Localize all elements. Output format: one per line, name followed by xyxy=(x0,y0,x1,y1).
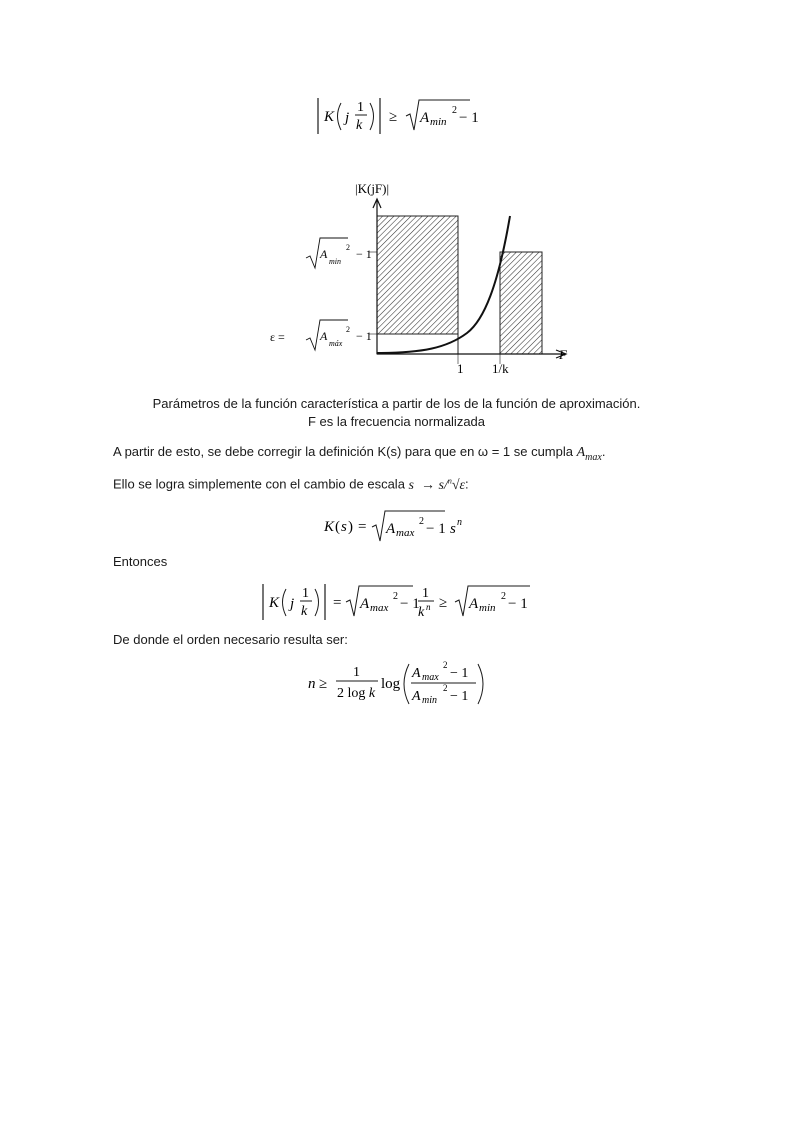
equation-1 xyxy=(315,94,485,138)
svg-text:k: k xyxy=(356,118,363,133)
svg-text:máx: máx xyxy=(329,339,343,348)
svg-text:min: min xyxy=(422,695,437,706)
svg-text:2: 2 xyxy=(346,243,350,252)
paragraph-2-math: s → s/$^n$√ε xyxy=(408,476,466,493)
svg-text:2: 2 xyxy=(419,516,424,527)
svg-text:n: n xyxy=(457,517,462,528)
svg-text:− 1: − 1 xyxy=(356,329,372,343)
svg-text:k: k xyxy=(301,604,308,619)
y-axis-label: |K(jF)| xyxy=(355,181,390,196)
svg-text:K: K xyxy=(324,109,335,125)
equation-3 xyxy=(260,580,540,624)
svg-text:A: A xyxy=(360,596,370,612)
svg-text:max: max xyxy=(396,527,415,539)
svg-text:A: A xyxy=(412,666,421,681)
svg-text:A: A xyxy=(469,596,479,612)
svg-text:A: A xyxy=(420,110,430,126)
paragraph-2: Ello se logra simplemente con el cambio de escala s → s/$^n$√ε: xyxy=(113,476,469,493)
svg-text:=: = xyxy=(333,595,342,611)
svg-text:j: j xyxy=(345,110,350,126)
y-tick-epsilon xyxy=(270,320,372,350)
paragraph-1: A partir de esto, se debe corregir la definición K(s) para que en ω = 1 se cumpla $A_{max}$. xyxy=(113,444,606,463)
svg-text:≥: ≥ xyxy=(319,676,328,692)
svg-text:K: K xyxy=(269,595,280,611)
svg-text:− 1: − 1 xyxy=(508,596,528,612)
svg-text:1: 1 xyxy=(302,586,309,601)
svg-text:≥: ≥ xyxy=(439,595,448,611)
svg-text:2: 2 xyxy=(346,325,350,334)
svg-text:ε =: ε = xyxy=(270,330,285,344)
svg-text:n: n xyxy=(426,602,431,612)
stopband-region xyxy=(500,252,542,354)
svg-text:A: A xyxy=(386,521,396,537)
svg-text:(: ( xyxy=(335,519,340,535)
passband-upper-region xyxy=(377,216,458,334)
y-tick-min xyxy=(306,238,372,268)
svg-text:2: 2 xyxy=(452,105,457,116)
svg-text:s: s xyxy=(450,521,456,537)
svg-text:− 1: − 1 xyxy=(450,666,469,681)
svg-text:− 1: − 1 xyxy=(356,247,372,261)
svg-text:max: max xyxy=(422,672,439,683)
x-tick-1: 1 xyxy=(457,361,464,376)
svg-text:− 1: − 1 xyxy=(426,521,446,537)
svg-text:2: 2 xyxy=(501,591,506,602)
svg-text:min: min xyxy=(329,257,341,266)
svg-text:1: 1 xyxy=(353,665,360,680)
svg-text:max: max xyxy=(370,602,389,614)
svg-text:n: n xyxy=(308,676,316,692)
svg-text:j: j xyxy=(290,596,295,612)
svg-text:A: A xyxy=(412,689,421,704)
x-axis-label: F xyxy=(559,347,567,362)
svg-text:− 1: − 1 xyxy=(459,110,479,126)
svg-text:2: 2 xyxy=(393,591,398,602)
paragraph-4: De donde el orden necesario resulta ser: xyxy=(113,632,348,647)
equation-4 xyxy=(306,656,496,708)
svg-text:K: K xyxy=(324,519,335,535)
svg-text:log: log xyxy=(381,676,401,692)
svg-text:): ) xyxy=(348,519,353,535)
svg-text:≥: ≥ xyxy=(389,109,398,125)
paragraph-1-text: A partir de esto, se debe corregir la definición K(s) para que en ω = 1 se cumpla xyxy=(113,444,577,459)
characteristic-function-figure xyxy=(262,178,582,383)
svg-text:min: min xyxy=(430,116,447,128)
paragraph-1-math: $A_{max}$ xyxy=(576,445,602,463)
svg-text:− 1: − 1 xyxy=(450,689,469,704)
svg-text:k: k xyxy=(418,605,425,620)
x-tick-1-over-k: 1/k xyxy=(492,361,509,376)
svg-text:=: = xyxy=(358,519,367,535)
svg-text:A: A xyxy=(320,247,328,261)
svg-text:1: 1 xyxy=(422,586,429,601)
svg-text:2: 2 xyxy=(443,660,448,670)
paragraph-2-text: Ello se logra simplemente con el cambio de escala xyxy=(113,476,409,492)
svg-text:1: 1 xyxy=(357,100,364,115)
svg-text:2 log k: 2 log k xyxy=(337,686,376,701)
svg-text:min: min xyxy=(479,602,496,614)
figure-caption-line-2: F es la frecuencia normalizada xyxy=(307,414,486,429)
svg-text:2: 2 xyxy=(443,683,448,693)
figure-caption-line-1: Parámetros de la función característica a partir de los de la función de aproximación. xyxy=(152,396,641,411)
paragraph-3: Entonces xyxy=(113,554,168,569)
svg-text:s: s xyxy=(341,519,347,535)
equation-2 xyxy=(322,505,472,545)
svg-text:− 1: − 1 xyxy=(400,596,420,612)
svg-text:A: A xyxy=(320,329,328,343)
